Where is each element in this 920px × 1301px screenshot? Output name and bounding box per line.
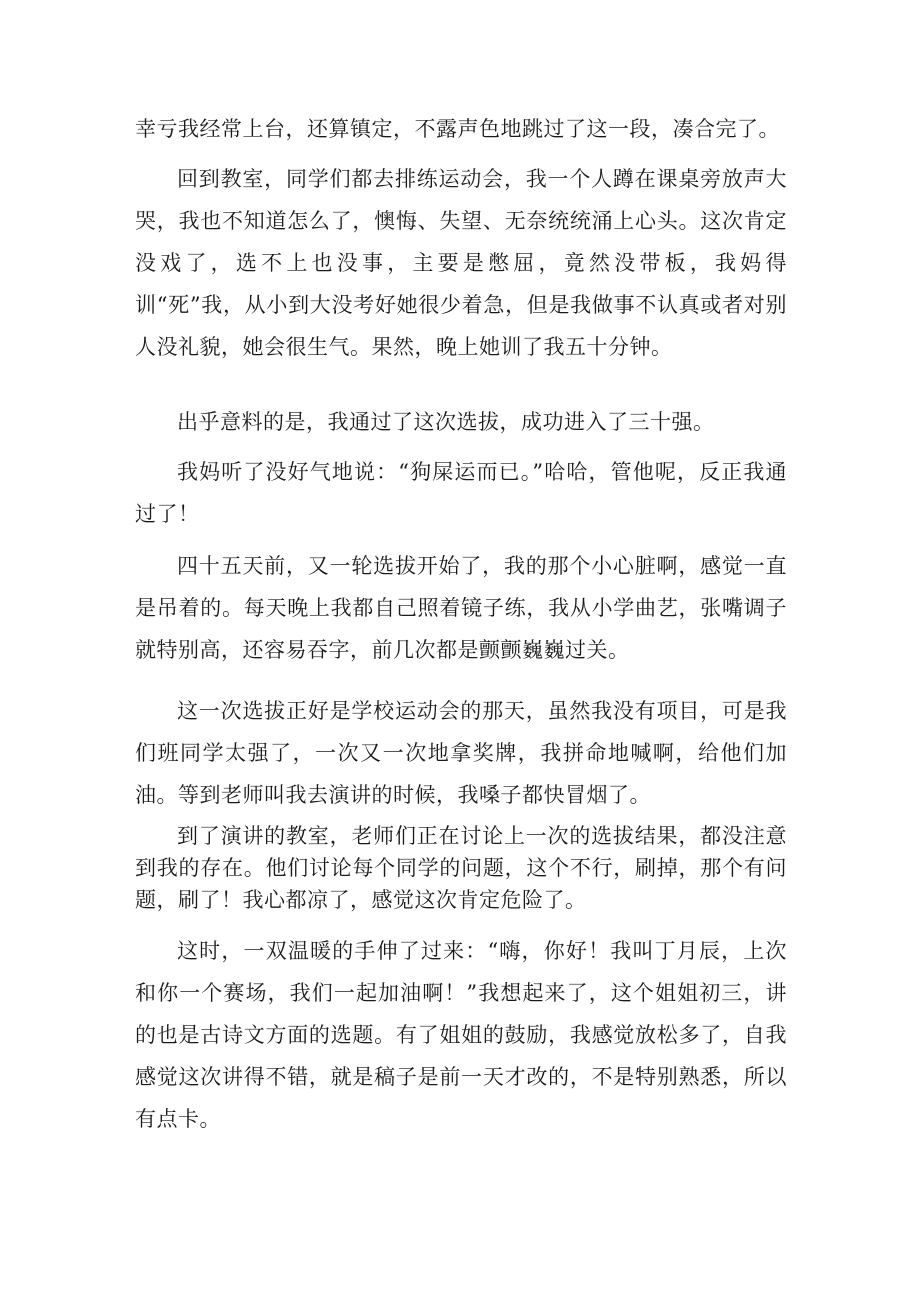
paragraph-1: 幸亏我经常上台，还算镇定，不露声色地跳过了这一段，凑合完了。: [135, 117, 780, 141]
paragraph-3: 出乎意料的是，我通过了这次选拔，成功进入了三十强。: [177, 410, 715, 434]
paragraph-7: 到了演讲的教室，老师们正在讨论上一次的选拔结果，都没注意到我的存在。他们讨论每个同学的问题，这个不行，刷掉，那个有问题，刷了！我心都凉了，感觉这次肯定危险了。: [135, 824, 787, 912]
paragraph-4: 我妈听了没好气地说：“狗屎运而已。”哈哈，管他呢，反正我通过了！: [135, 460, 787, 526]
paragraph-8: 这时，一双温暖的手伸了过来：“嗨，你好！我叫丁月辰，上次和你一个赛场，我们一起加油啊！”我想起来了，这个姐姐初三，讲的也是古诗文方面的选题。有了姐姐的鼓励，我感觉放松多了，自我感觉这次讲得不错，就是稿子是前一天才改的，不是特别熟悉，所以有点卡。: [135, 939, 787, 1131]
paragraph-2: 回到教室，同学们都去排练运动会，我一个人蹲在课桌旁放声大哭，我也不知道怎么了，懊悔、失望、无奈统统涌上心头。这次肯定没戏了，选不上也没事，主要是憋屈，竟然没带板，我妈得训“死”我，从小到大没考好她很少着急，但是我做事不认真或者对别人没礼貌，她会很生气。果然，晚上她训了我五十分钟。: [135, 167, 787, 359]
paragraph-6: 这一次选拔正好是学校运动会的那天，虽然我没有项目，可是我们班同学太强了，一次又一次地拿奖牌，我拼命地喊啊，给他们加油。等到老师叫我去演讲的时候，我嗓子都快冒烟了。: [135, 699, 787, 807]
paragraph-5: 四十五天前，又一轮选拔开始了，我的那个小心脏啊，感觉一直是吊着的。每天晚上我都自己照着镜子练，我从小学曲艺，张嘴调子就特别高，还容易吞字，前几次都是颤颤巍巍过关。: [135, 554, 787, 662]
